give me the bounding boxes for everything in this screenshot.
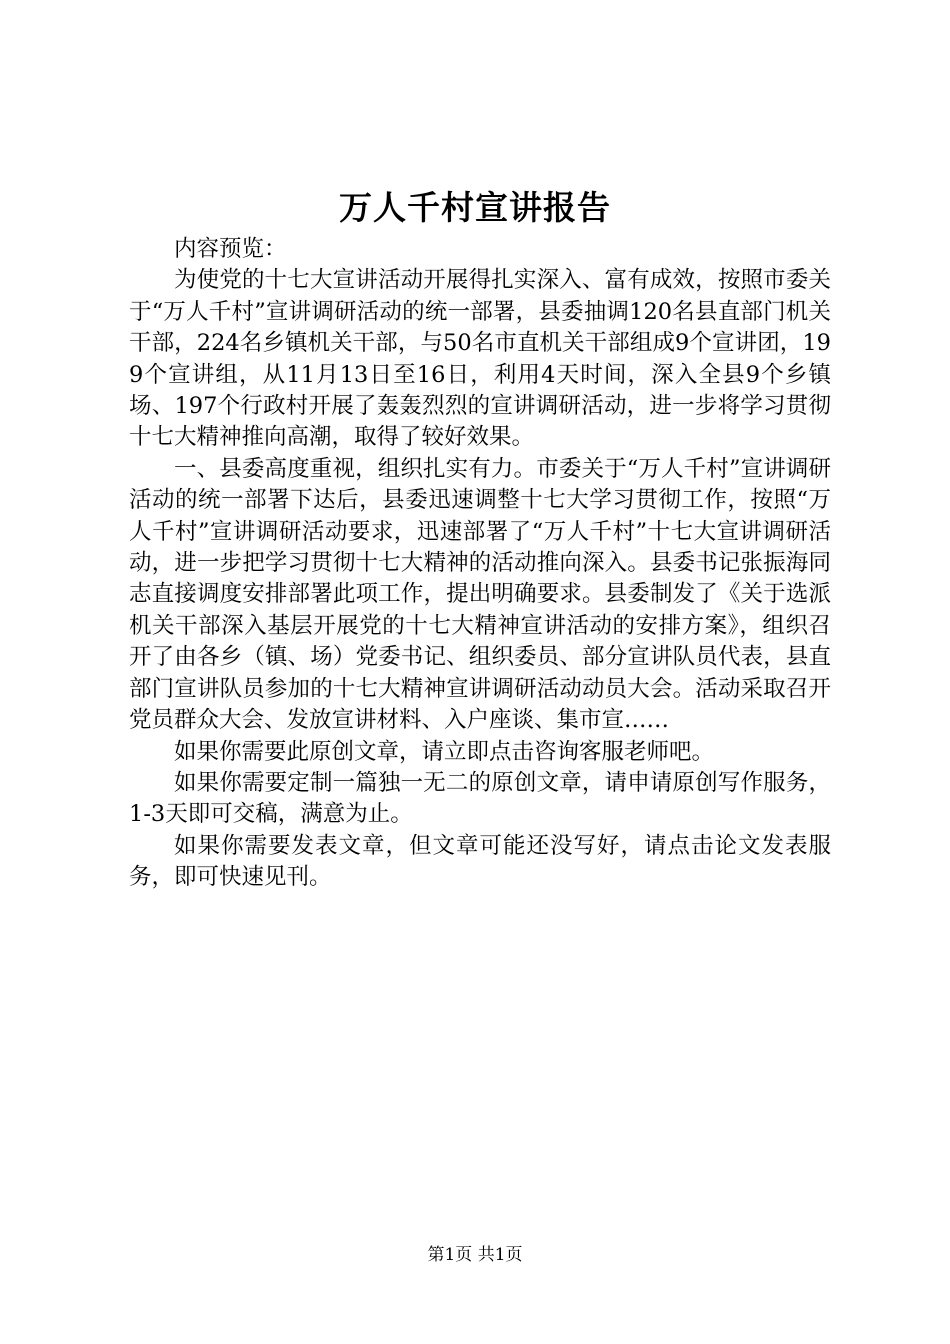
document-body [129, 234, 831, 894]
paragraph-section-one: 一、县委高度重视，组织扎实有力。市委关于“万人千村”宣讲调研活动的统一部署下达后，县委迅速调整十七大学习贯彻工作，按照“万人千村”宣讲调研活动要求，迅速部署了“万人千村”十七大宣讲调研活动，进一步把学习贯彻十七大精神的活动推向深入。县委书记张振海同志直接调度安排部署此项工作，提出明确要求。县委制发了《关于选派机关干部深入基层开展党的十七大精神宣讲活动的安排方案》，组织召开了由各乡（镇、场）党委书记、组织委员、部分宣讲队员代表，县直部门宣讲队员参加的十七大精神宣讲调研活动动员大会。活动采取召开党员群众大会、发放宣讲材料、入户座谈、集市宣…… [129, 455, 831, 734]
paragraph-custom-writing-link[interactable]: 如果你需要定制一篇独一无二的原创文章，请申请原创写作服务，1-3天即可交稿，满意为止。 [129, 769, 831, 828]
paragraph-original-article-link[interactable]: 如果你需要此原创文章，请立即点击咨询客服老师吧。 [174, 738, 715, 765]
paragraph-publish-service-link[interactable]: 如果你需要发表文章，但文章可能还没写好，请点击论文发表服务，即可快速见刊。 [129, 832, 831, 891]
document-title: 万人千村宣讲报告 [339, 188, 611, 227]
preview-label: 内容预览： [174, 236, 287, 262]
page-number-footer: 第1页 共1页 [427, 1245, 523, 1265]
paragraph-intro: 为使党的十七大宣讲活动开展得扎实深入、富有成效，按照市委关于“万人千村”宣讲调研活动的统一部署，县委抽调120名县直部门机关干部，224名乡镇机关干部，与50名市直机关干部组成9个宣讲团，199个宣讲组，从11月13日至16日，利用4天时间，深入全县9个乡镇场、197个行政村开展了轰轰烈烈的宣讲调研活动，进一步将学习贯彻十七大精神推向高潮，取得了较好效果。 [129, 267, 831, 451]
